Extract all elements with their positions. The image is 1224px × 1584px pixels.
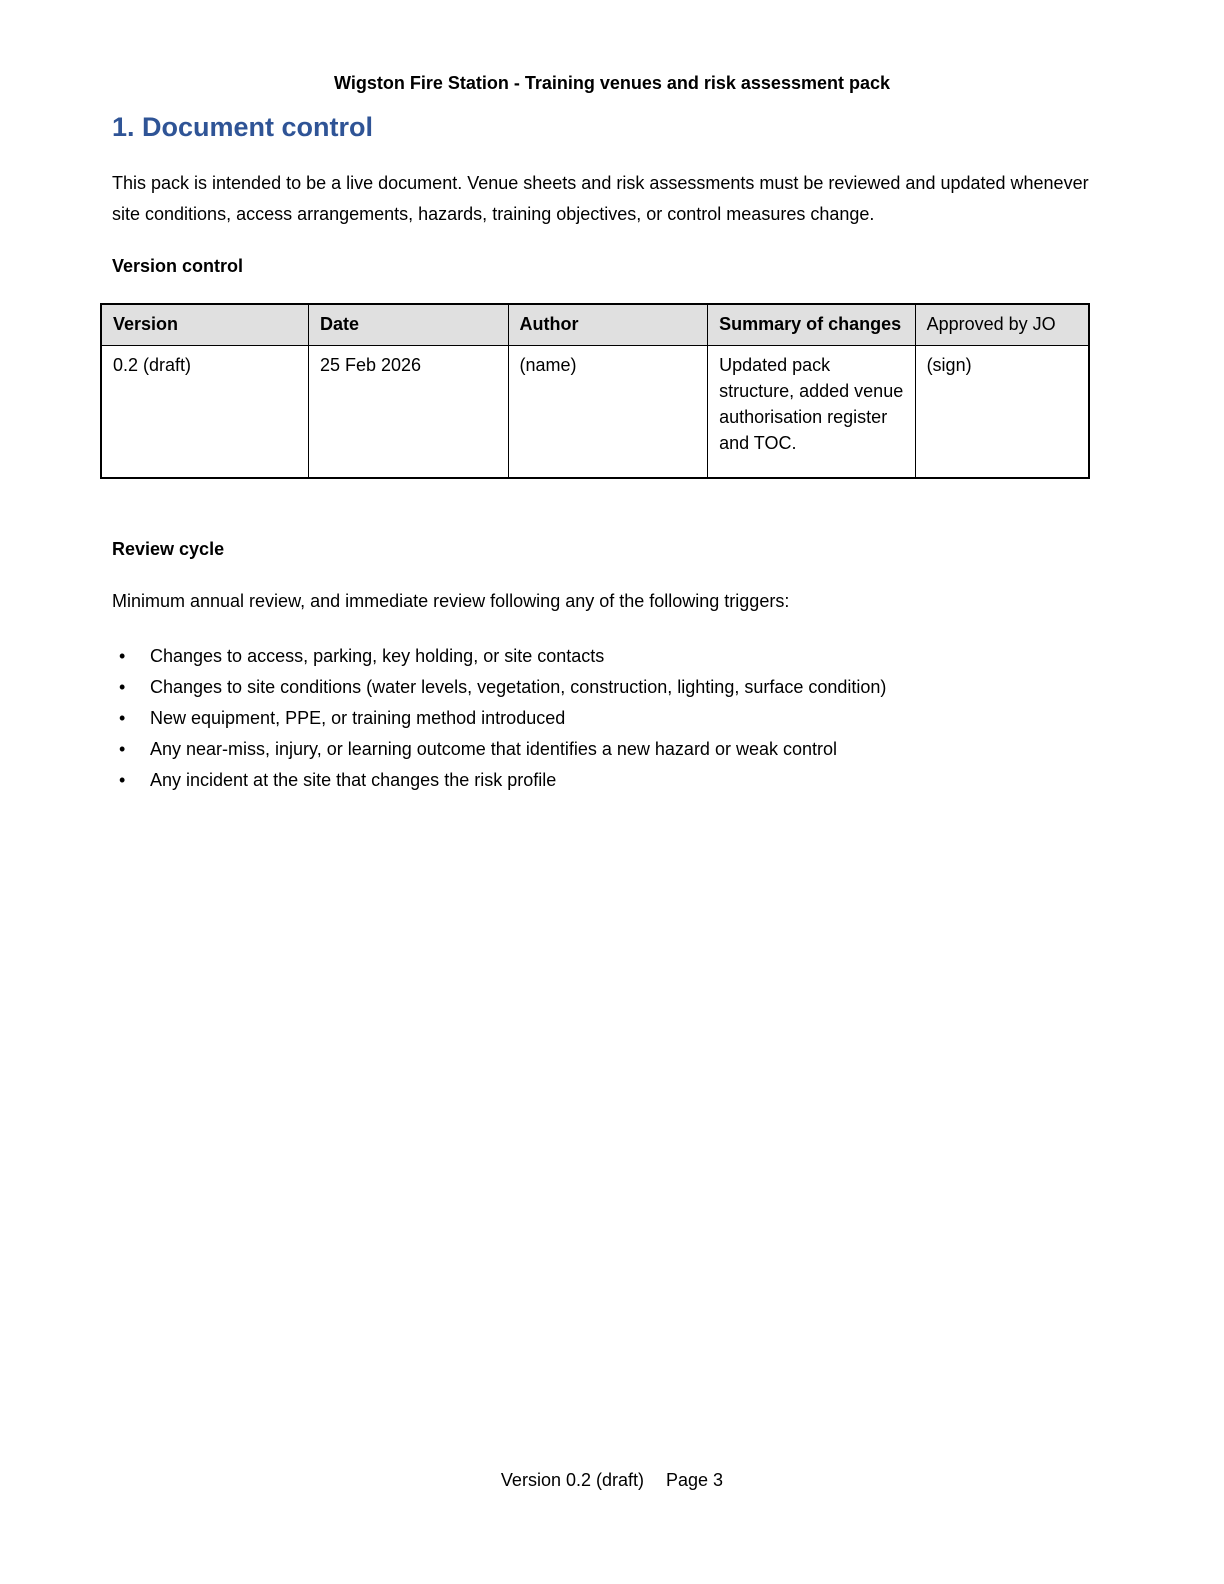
cell-author: (name): [508, 345, 708, 478]
version-control-table: [100, 303, 1090, 480]
footer-page-number: Page 3: [666, 1470, 724, 1490]
list-item: • Changes to access, parking, key holding, or site contacts: [112, 641, 1112, 672]
review-cycle-intro: Minimum annual review, and immediate review following any of the following triggers:: [112, 591, 790, 612]
footer-version: Version 0.2 (draft): [500, 1470, 644, 1490]
intro-paragraph: This pack is intended to be a live document. Venue sheets and risk assessments must be reviewed and updated whenever site conditions, access arrangements, hazards, training objectives, or control measures change.: [112, 172, 1089, 224]
section-heading: 1. Document control: [112, 112, 374, 143]
review-cycle-label: Review cycle: [112, 539, 225, 560]
cell-approved: (sign): [915, 345, 1089, 478]
table-row: [101, 345, 1089, 478]
list-item: • New equipment, PPE, or training method introduced: [112, 703, 1112, 734]
version-control-label: Version control: [112, 255, 244, 276]
page-footer: [0, 1470, 1224, 1491]
cell-date: 25 Feb 2026: [308, 345, 508, 478]
list-item: • Changes to site conditions (water levels, vegetation, construction, lighting, surface condition): [112, 672, 1112, 703]
col-header-version: Version: [101, 304, 308, 346]
col-header-summary-of-changes: Summary of changes: [708, 304, 915, 346]
list-item: • Any incident at the site that changes the risk profile: [112, 765, 1112, 796]
list-item: • Any near-miss, injury, or learning outcome that identifies a new hazard or weak control: [112, 734, 1112, 765]
trigger-list: [112, 641, 1112, 796]
col-header-date: Date: [308, 304, 508, 346]
col-header-author: Author: [508, 304, 708, 346]
table-header-row: [101, 304, 1089, 346]
col-header-approved-by-jo: Approved by JO: [915, 304, 1089, 346]
cell-version: 0.2 (draft): [101, 345, 308, 478]
cell-summary: Updated pack structure, added venue authorisation register and TOC.: [708, 345, 915, 478]
document-header-title: Wigston Fire Station - Training venues and risk assessment pack: [334, 73, 890, 93]
